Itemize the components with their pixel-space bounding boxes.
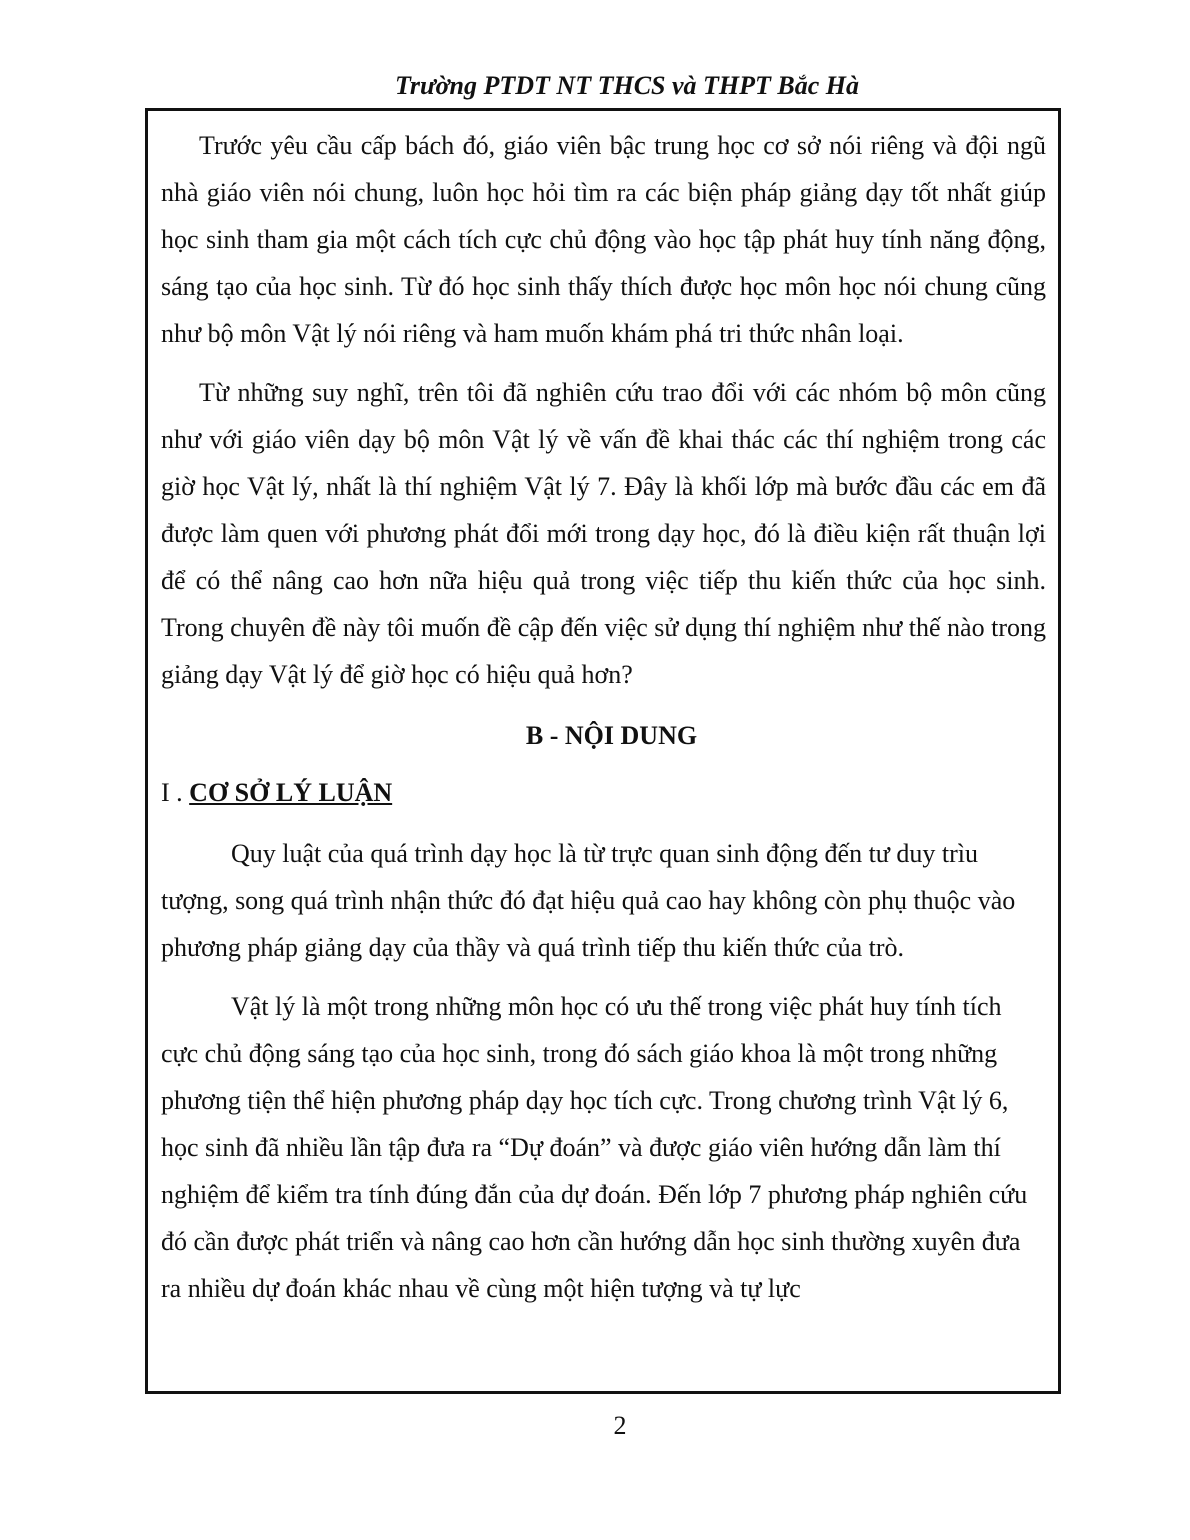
body-paragraph-2: Từ những suy nghĩ, trên tôi đã nghiên cứu trao đổi với các nhóm bộ môn cũng như với giáo viên dạy bộ môn Vật lý về vấn đề khai thác các thí nghiệm trong các giờ học Vật lý, nhất là thí nghiệm Vật lý 7. Đây là khối lớp mà bước đầu các em đã được làm quen với phương phát đổi mới trong dạy học, đó là điều kiện rất thuận lợi để có thể nâng cao hơn nữa hiệu quả trong việc tiếp thu kiến thức của học sinh. Trong chuyên đề này tôi muốn đề cập đến việc sử dụng thí nghiệm như thế nào trong giảng dạy Vật lý để giờ học có hiệu quả hơn?	[161, 378, 1046, 689]
subsection-number: I .	[161, 778, 183, 807]
body-paragraph-3: Quy luật của quá trình dạy học là từ trực quan sinh động đến tư duy trìu tượng, song quá trình nhận thức đó đạt hiệu quả cao hay không còn phụ thuộc vào phương pháp giảng dạy của thầy và quá trình tiếp thu kiến thức của trò.	[161, 839, 1016, 962]
body-paragraph-4: Vật lý là một trong những môn học có ưu thế trong việc phát huy tính tích cực chủ động sáng tạo của học sinh, trong đó sách giáo khoa là một trong những phương tiện thể hiện phương pháp dạy học tích cực. Trong chương trình Vật lý 6, học sinh đã nhiều lần tập đưa ra “Dự đoán” và được giáo viên hướng dẫn làm thí nghiệm để kiểm tra tính đúng đắn của dự đoán. Đến lớp 7 phương pháp nghiên cứu đó cần được phát triển và nâng cao hơn cần hướng dẫn học sinh thường xuyên đưa ra nhiều dự đoán khác nhau về cùng một hiện tượng và tự lực	[161, 992, 1028, 1303]
subsection-heading	[161, 769, 1046, 816]
page-header-school-name: Trường PTDT NT THCS và THPT Bắc Hà	[394, 71, 860, 100]
page-number: 2	[613, 1411, 627, 1440]
body-paragraph-1: Trước yêu cầu cấp bách đó, giáo viên bậc trung học cơ sở nói riêng và đội ngũ nhà giáo viên nói chung, luôn học hỏi tìm ra các biện pháp giảng dạy tốt nhất giúp học sinh tham gia một cách tích cực chủ động vào học tập phát huy tính năng động, sáng tạo của học sinh. Từ đó học sinh thấy thích được học môn học nói chung cũng như bộ môn Vật lý nói riêng và ham muốn khám phá tri thức nhân loại.	[161, 131, 1046, 348]
section-title: B - NỘI DUNG	[525, 721, 698, 750]
page-content	[161, 122, 1046, 1312]
subsection-title: CƠ SỞ LÝ LUẬN	[189, 778, 393, 807]
